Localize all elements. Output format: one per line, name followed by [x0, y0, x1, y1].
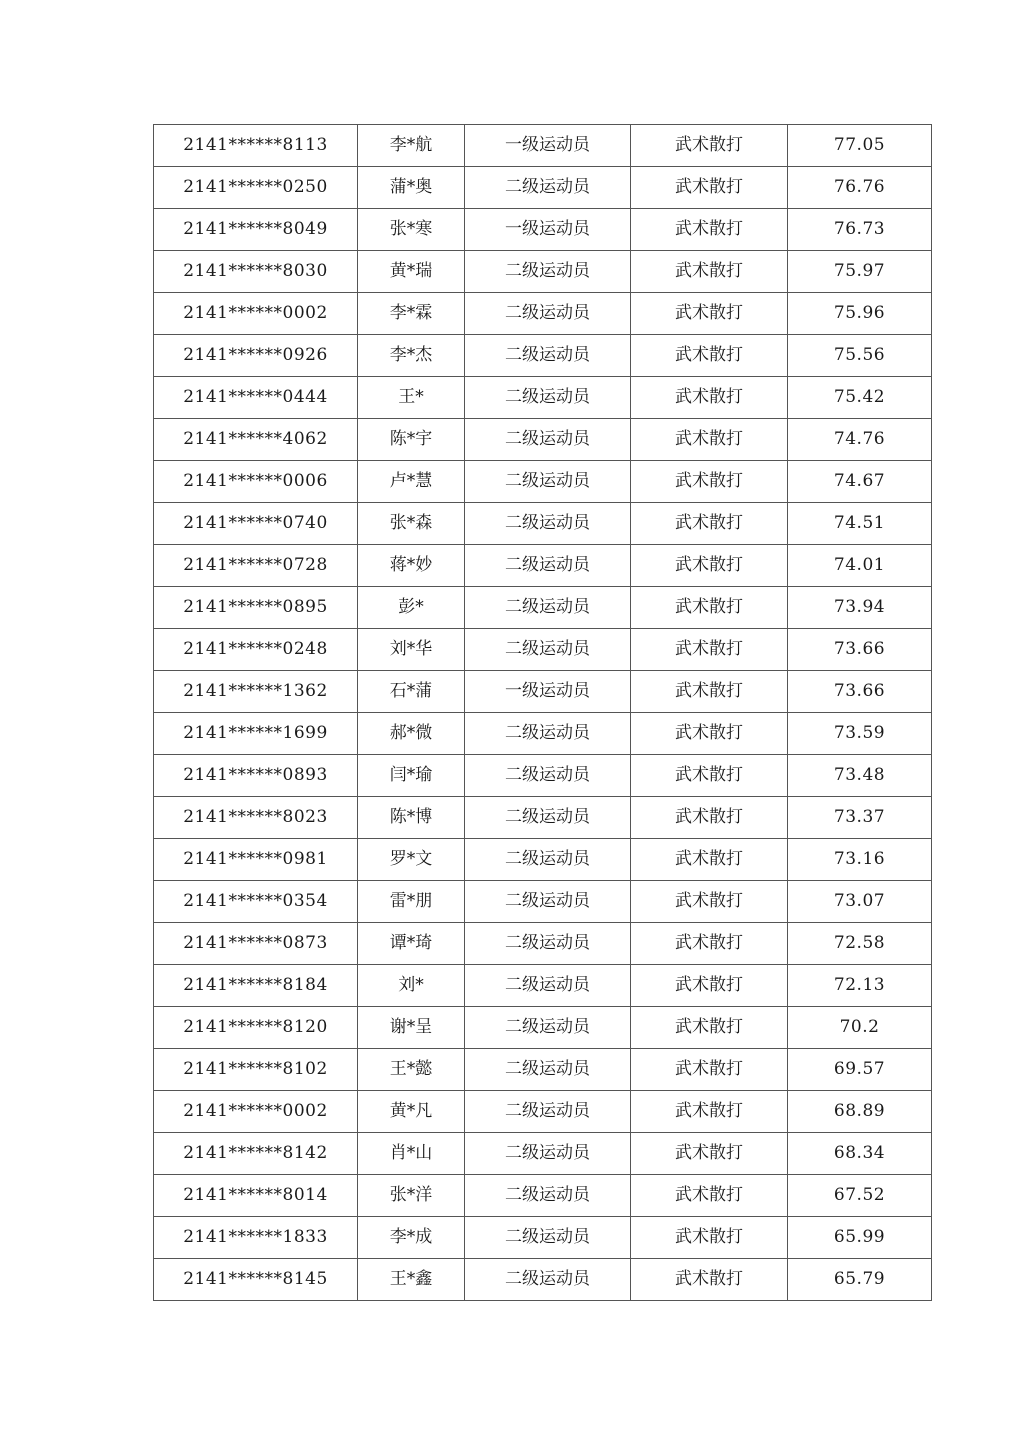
score-cell: 77.05: [788, 125, 932, 167]
name-cell: 彭*: [358, 587, 465, 629]
event-cell: 武术散打: [631, 629, 788, 671]
athlete-level-cell: 二级运动员: [465, 587, 631, 629]
table-row: [154, 545, 932, 587]
name-cell: 谭*琦: [358, 923, 465, 965]
candidate-id-cell: 2141******1833: [154, 1217, 358, 1259]
name-cell: 李*成: [358, 1217, 465, 1259]
table-row: [154, 629, 932, 671]
name-cell: 刘*: [358, 965, 465, 1007]
event-cell: 武术散打: [631, 1217, 788, 1259]
table-row: [154, 419, 932, 461]
athlete-level-cell: 二级运动员: [465, 713, 631, 755]
event-cell: 武术散打: [631, 209, 788, 251]
athlete-level-cell: 二级运动员: [465, 1133, 631, 1175]
athlete-level-cell: 二级运动员: [465, 335, 631, 377]
name-cell: 王*: [358, 377, 465, 419]
table-row: [154, 1175, 932, 1217]
table-row: [154, 293, 932, 335]
candidate-id-cell: 2141******0740: [154, 503, 358, 545]
score-cell: 73.37: [788, 797, 932, 839]
athlete-level-cell: 二级运动员: [465, 545, 631, 587]
athlete-level-cell: 二级运动员: [465, 293, 631, 335]
name-cell: 李*杰: [358, 335, 465, 377]
event-cell: 武术散打: [631, 839, 788, 881]
event-cell: 武术散打: [631, 1175, 788, 1217]
name-cell: 肖*山: [358, 1133, 465, 1175]
athlete-level-cell: 二级运动员: [465, 755, 631, 797]
candidate-id-cell: 2141******0248: [154, 629, 358, 671]
score-cell: 73.07: [788, 881, 932, 923]
table-row: [154, 251, 932, 293]
score-cell: 76.76: [788, 167, 932, 209]
candidate-id-cell: 2141******0728: [154, 545, 358, 587]
candidate-id-cell: 2141******0926: [154, 335, 358, 377]
name-cell: 陈*宇: [358, 419, 465, 461]
athlete-level-cell: 二级运动员: [465, 1007, 631, 1049]
table-row: [154, 461, 932, 503]
name-cell: 郝*微: [358, 713, 465, 755]
candidate-id-cell: 2141******8142: [154, 1133, 358, 1175]
table-row: [154, 923, 932, 965]
name-cell: 张*寒: [358, 209, 465, 251]
athlete-level-cell: 二级运动员: [465, 881, 631, 923]
name-cell: 谢*呈: [358, 1007, 465, 1049]
athlete-level-cell: 二级运动员: [465, 251, 631, 293]
score-cell: 75.42: [788, 377, 932, 419]
score-cell: 73.66: [788, 671, 932, 713]
name-cell: 李*霖: [358, 293, 465, 335]
athlete-level-cell: 二级运动员: [465, 965, 631, 1007]
table-row: [154, 1007, 932, 1049]
score-cell: 69.57: [788, 1049, 932, 1091]
score-cell: 72.13: [788, 965, 932, 1007]
name-cell: 张*洋: [358, 1175, 465, 1217]
event-cell: 武术散打: [631, 965, 788, 1007]
name-cell: 黄*瑞: [358, 251, 465, 293]
score-cell: 74.51: [788, 503, 932, 545]
score-cell: 70.2: [788, 1007, 932, 1049]
score-cell: 67.52: [788, 1175, 932, 1217]
event-cell: 武术散打: [631, 1133, 788, 1175]
event-cell: 武术散打: [631, 1091, 788, 1133]
athlete-level-cell: 二级运动员: [465, 839, 631, 881]
table-row: [154, 335, 932, 377]
event-cell: 武术散打: [631, 377, 788, 419]
event-cell: 武术散打: [631, 167, 788, 209]
score-cell: 72.58: [788, 923, 932, 965]
event-cell: 武术散打: [631, 503, 788, 545]
score-cell: 75.96: [788, 293, 932, 335]
table-row: [154, 839, 932, 881]
event-cell: 武术散打: [631, 713, 788, 755]
candidate-id-cell: 2141******8184: [154, 965, 358, 1007]
name-cell: 蒲*奥: [358, 167, 465, 209]
candidate-id-cell: 2141******0981: [154, 839, 358, 881]
athlete-level-cell: 二级运动员: [465, 1175, 631, 1217]
results-table: [153, 124, 932, 1301]
athlete-level-cell: 二级运动员: [465, 1259, 631, 1301]
athlete-level-cell: 二级运动员: [465, 461, 631, 503]
event-cell: 武术散打: [631, 461, 788, 503]
name-cell: 张*森: [358, 503, 465, 545]
score-cell: 68.89: [788, 1091, 932, 1133]
candidate-id-cell: 2141******8113: [154, 125, 358, 167]
name-cell: 李*航: [358, 125, 465, 167]
score-cell: 73.66: [788, 629, 932, 671]
name-cell: 石*蒲: [358, 671, 465, 713]
table-row: [154, 167, 932, 209]
table-row: [154, 1259, 932, 1301]
candidate-id-cell: 2141******8145: [154, 1259, 358, 1301]
score-cell: 65.99: [788, 1217, 932, 1259]
name-cell: 雷*朋: [358, 881, 465, 923]
athlete-level-cell: 二级运动员: [465, 419, 631, 461]
event-cell: 武术散打: [631, 419, 788, 461]
event-cell: 武术散打: [631, 881, 788, 923]
score-cell: 73.16: [788, 839, 932, 881]
score-cell: 73.48: [788, 755, 932, 797]
table-row: [154, 1049, 932, 1091]
athlete-level-cell: 二级运动员: [465, 1217, 631, 1259]
athlete-level-cell: 二级运动员: [465, 797, 631, 839]
event-cell: 武术散打: [631, 251, 788, 293]
score-cell: 74.76: [788, 419, 932, 461]
event-cell: 武术散打: [631, 545, 788, 587]
athlete-level-cell: 二级运动员: [465, 377, 631, 419]
candidate-id-cell: 2141******8014: [154, 1175, 358, 1217]
event-cell: 武术散打: [631, 335, 788, 377]
table-row: [154, 797, 932, 839]
table-row: [154, 713, 932, 755]
candidate-id-cell: 2141******0895: [154, 587, 358, 629]
athlete-level-cell: 二级运动员: [465, 1049, 631, 1091]
score-cell: 73.94: [788, 587, 932, 629]
table-row: [154, 125, 932, 167]
name-cell: 王*懿: [358, 1049, 465, 1091]
candidate-id-cell: 2141******0250: [154, 167, 358, 209]
event-cell: 武术散打: [631, 125, 788, 167]
score-cell: 73.59: [788, 713, 932, 755]
candidate-id-cell: 2141******8049: [154, 209, 358, 251]
candidate-id-cell: 2141******1699: [154, 713, 358, 755]
score-cell: 76.73: [788, 209, 932, 251]
event-cell: 武术散打: [631, 1049, 788, 1091]
candidate-id-cell: 2141******1362: [154, 671, 358, 713]
table-row: [154, 377, 932, 419]
score-cell: 75.97: [788, 251, 932, 293]
event-cell: 武术散打: [631, 1007, 788, 1049]
athlete-level-cell: 二级运动员: [465, 629, 631, 671]
athlete-level-cell: 二级运动员: [465, 923, 631, 965]
athlete-level-cell: 二级运动员: [465, 503, 631, 545]
score-cell: 68.34: [788, 1133, 932, 1175]
score-cell: 74.01: [788, 545, 932, 587]
candidate-id-cell: 2141******0354: [154, 881, 358, 923]
athlete-level-cell: 一级运动员: [465, 671, 631, 713]
name-cell: 卢*慧: [358, 461, 465, 503]
candidate-id-cell: 2141******8102: [154, 1049, 358, 1091]
score-cell: 75.56: [788, 335, 932, 377]
table-row: [154, 209, 932, 251]
candidate-id-cell: 2141******0002: [154, 293, 358, 335]
event-cell: 武术散打: [631, 587, 788, 629]
candidate-id-cell: 2141******0873: [154, 923, 358, 965]
event-cell: 武术散打: [631, 293, 788, 335]
candidate-id-cell: 2141******8120: [154, 1007, 358, 1049]
table-row: [154, 587, 932, 629]
table-row: [154, 503, 932, 545]
event-cell: 武术散打: [631, 923, 788, 965]
event-cell: 武术散打: [631, 671, 788, 713]
table-row: [154, 1133, 932, 1175]
candidate-id-cell: 2141******0893: [154, 755, 358, 797]
table-row: [154, 881, 932, 923]
candidate-id-cell: 2141******8030: [154, 251, 358, 293]
athlete-level-cell: 二级运动员: [465, 1091, 631, 1133]
name-cell: 蒋*妙: [358, 545, 465, 587]
name-cell: 闫*瑜: [358, 755, 465, 797]
candidate-id-cell: 2141******4062: [154, 419, 358, 461]
event-cell: 武术散打: [631, 755, 788, 797]
event-cell: 武术散打: [631, 1259, 788, 1301]
candidate-id-cell: 2141******8023: [154, 797, 358, 839]
athlete-level-cell: 一级运动员: [465, 125, 631, 167]
athlete-level-cell: 二级运动员: [465, 167, 631, 209]
table-row: [154, 965, 932, 1007]
score-cell: 74.67: [788, 461, 932, 503]
name-cell: 黄*凡: [358, 1091, 465, 1133]
table-row: [154, 1217, 932, 1259]
table-row: [154, 1091, 932, 1133]
name-cell: 王*鑫: [358, 1259, 465, 1301]
event-cell: 武术散打: [631, 797, 788, 839]
score-cell: 65.79: [788, 1259, 932, 1301]
athlete-level-cell: 一级运动员: [465, 209, 631, 251]
name-cell: 刘*华: [358, 629, 465, 671]
candidate-id-cell: 2141******0006: [154, 461, 358, 503]
results-table-body: [154, 125, 932, 1301]
table-row: [154, 755, 932, 797]
name-cell: 陈*博: [358, 797, 465, 839]
candidate-id-cell: 2141******0444: [154, 377, 358, 419]
candidate-id-cell: 2141******0002: [154, 1091, 358, 1133]
name-cell: 罗*文: [358, 839, 465, 881]
table-row: [154, 671, 932, 713]
